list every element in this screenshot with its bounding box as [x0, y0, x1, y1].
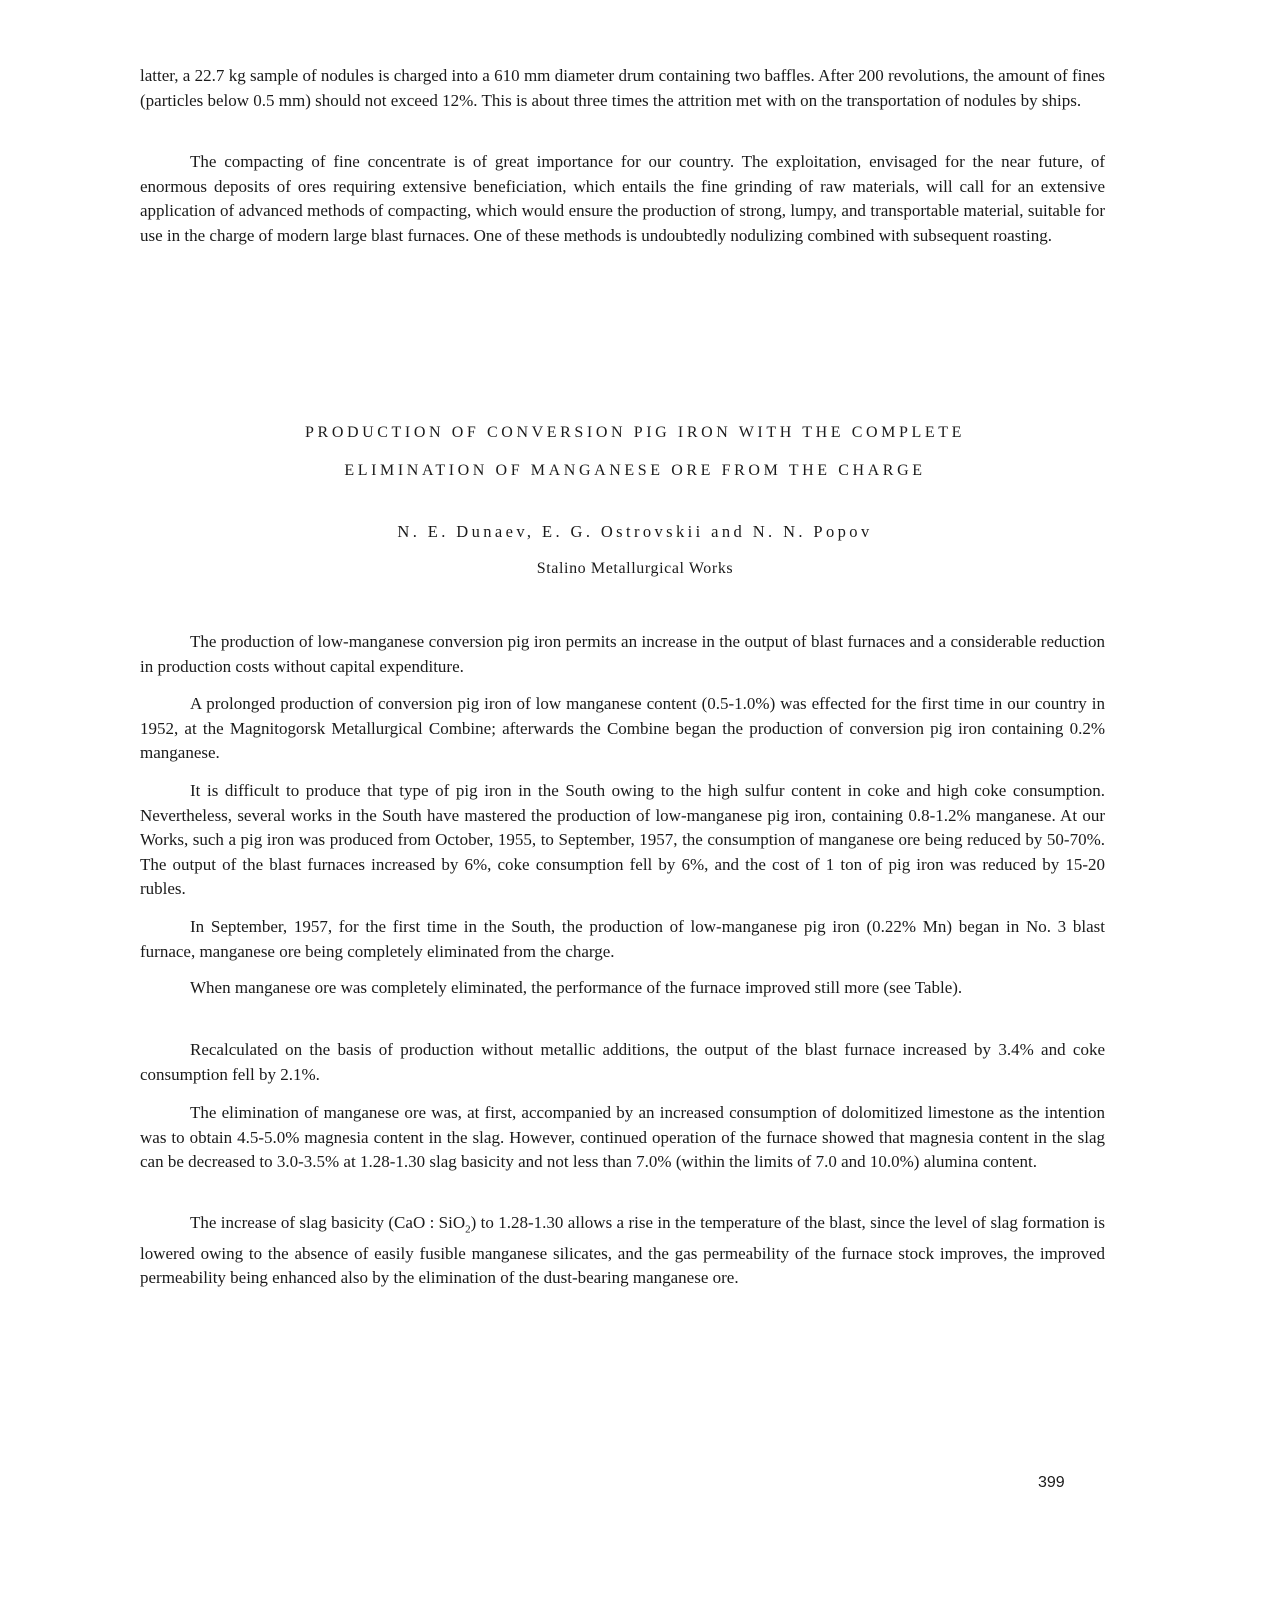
intro-paragraph-1: latter, a 22.7 kg sample of nodules is charged into a 610 mm diameter drum containing two baffles. After 200 revolutions, the amount of fines (particles below 0.5 mm) should not exceed 12%. This is about three times the attrition met with on the transportation of nodules by ships. — [140, 66, 1105, 110]
body-paragraph-8-subscript: 2 — [465, 1223, 471, 1236]
body-paragraph-8-start: The increase of slag basicity (CaO : SiO — [190, 1213, 466, 1232]
body-paragraph-1: The production of low-manganese conversion pig iron permits an increase in the output of blast furnaces and a considerable reduction in production costs without capital expenditure. — [140, 632, 1105, 676]
article-title-line-1: PRODUCTION OF CONVERSION PIG IRON WITH THE COMPLETE — [305, 424, 965, 441]
body-paragraph-8 — [140, 1211, 1105, 1291]
body-paragraph-7: The elimination of manganese ore was, at first, accompanied by an increased consumption of dolomitized limestone as the intention was to obtain 4.5-5.0% magnesia content in the slag. However, continued operation of the furnace showed that magnesia content in the slag can be decreased to 3.0-3.5% at 1.28-1.30 slag basicity and not less than 7.0% (within the limits of 7.0 and 10.0%) alumina content. — [140, 1103, 1105, 1171]
article-authors: N. E. Dunaev, E. G. Ostrovskii and N. N. Popov — [397, 522, 873, 541]
body-paragraph-3: It is difficult to produce that type of pig iron in the South owing to the high sulfur content in coke and high coke consumption. Nevertheless, several works in the South have mastered the production of low-manganese pig iron, containing 0.8-1.2% manganese. At our Works, such a pig iron was produced from October, 1955, to September, 1957, the consumption of manganese ore being reduced by 50-70%. The output of the blast furnaces increased by 6%, coke consumption fell by 6%, and the cost of 1 ton of pig iron was reduced by 15-20 rubles. — [140, 781, 1105, 898]
intro-paragraph-2: The compacting of fine concentrate is of great importance for our country. The exploitation, envisaged for the near future, of enormous deposits of ores requiring extensive beneficiation, which entails the fine grinding of raw materials, will call for an extensive application of advanced methods of compacting, which would ensure the production of strong, lumpy, and transportable material, suitable for use in the charge of modern large blast furnaces. One of these methods is undoubtedly nodulizing combined with subsequent roasting. — [140, 152, 1105, 245]
page-number: 399 — [1038, 1474, 1065, 1491]
body-paragraph-8-end: ) to 1.28-1.30 allows a rise in the temperature of the blast, since the level of slag formation is lowered owing to the absence of easily fusible manganese silicates, and the gas permeability of the furnace stock improves, the improved permeability being enhanced also by the elimination of the dust-bearing manganese ore. — [140, 1213, 1105, 1288]
body-paragraph-5: When manganese ore was completely eliminated, the performance of the furnace improved still more (see Table). — [190, 978, 963, 997]
body-paragraph-4: In September, 1957, for the first time in the South, the production of low-manganese pig iron (0.22% Mn) began in No. 3 blast furnace, manganese ore being completely eliminated from the charge. — [140, 917, 1105, 961]
article-affiliation: Stalino Metallurgical Works — [536, 560, 734, 577]
body-paragraph-6: Recalculated on the basis of production without metallic additions, the output of the blast furnace increased by 3.4% and coke consumption fell by 2.1%. — [140, 1040, 1105, 1084]
body-paragraph-2: A prolonged production of conversion pig iron of low manganese content (0.5-1.0%) was effected for the first time in our country in 1952, at the Magnitogorsk Metallurgical Combine; afterwards the Combine began the production of conversion pig iron containing 0.2% manganese. — [140, 694, 1105, 762]
article-title-line-2: ELIMINATION OF MANGANESE ORE FROM THE CHARGE — [344, 462, 926, 479]
